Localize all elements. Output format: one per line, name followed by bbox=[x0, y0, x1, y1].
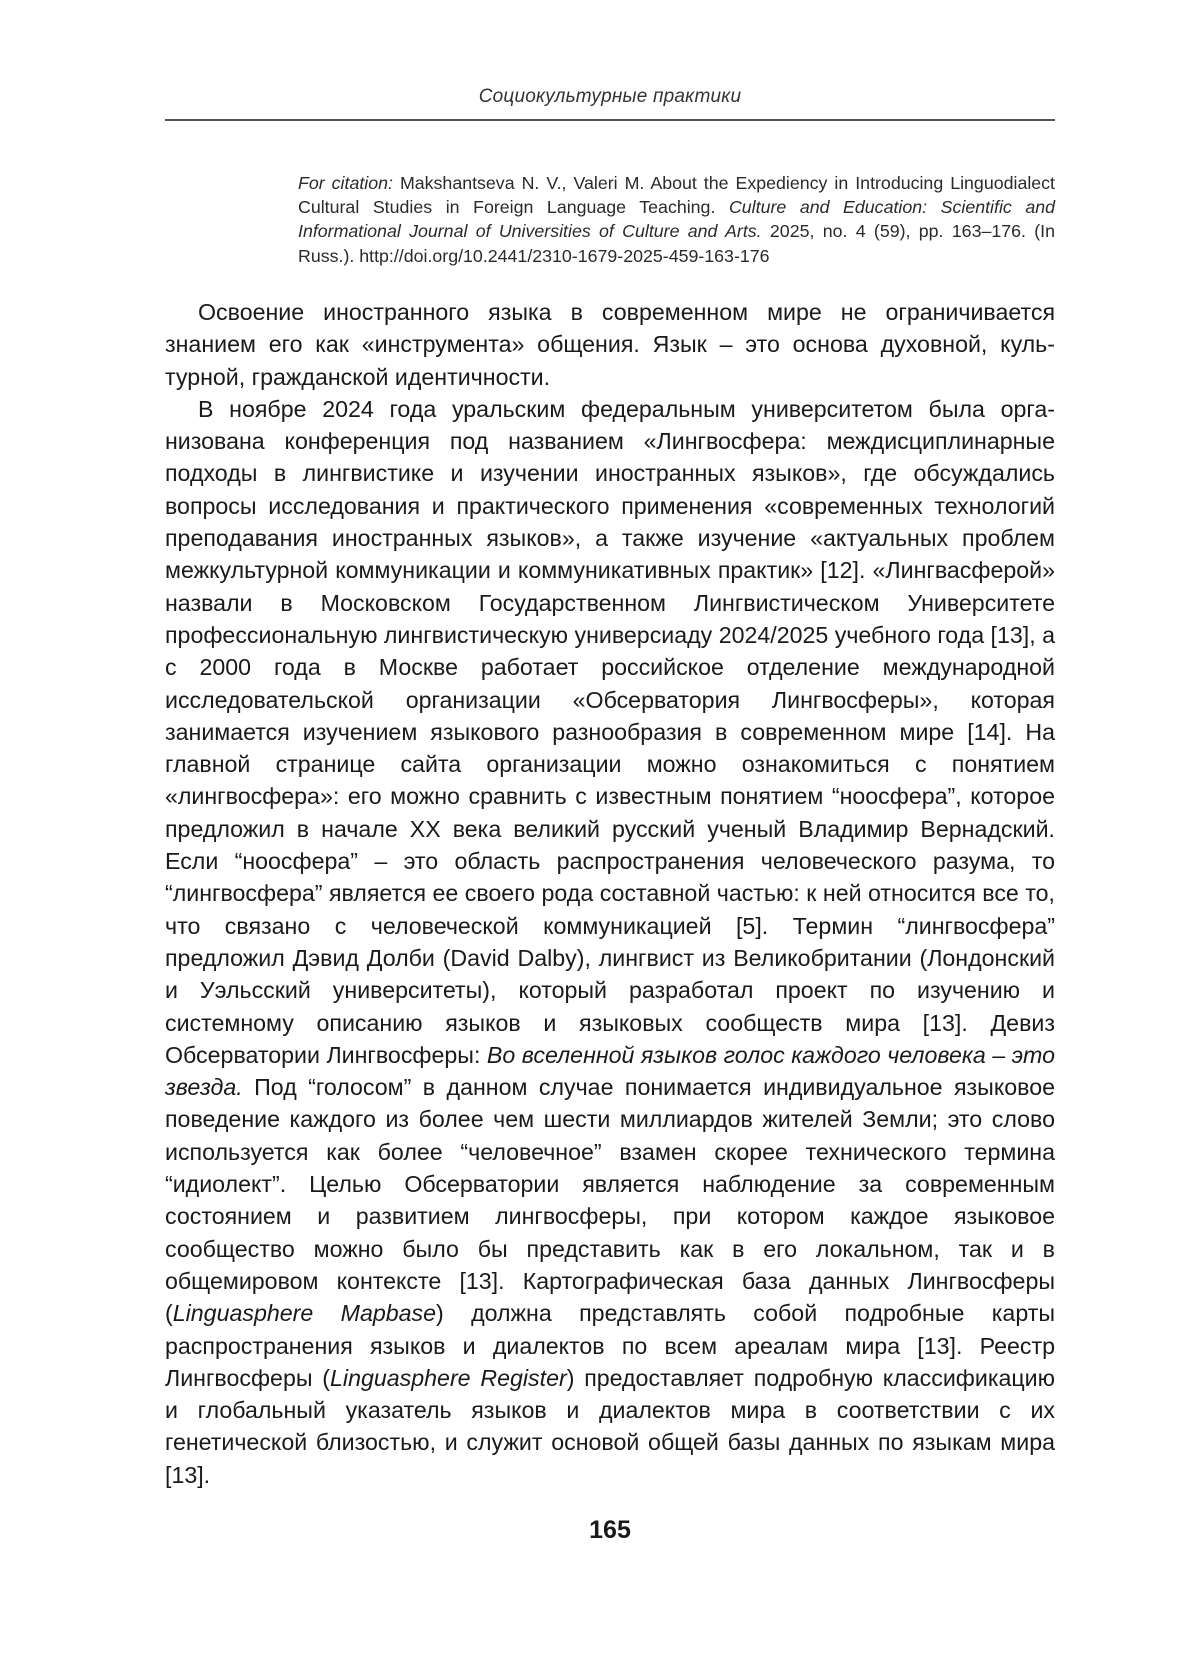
paragraph-2-part-c: ) должна представлять собой подробные карты распространения языков и диалектов по всем ареалам мира [13]. Реестр Лингвосферы ( bbox=[165, 1300, 1055, 1391]
paragraph-2 bbox=[165, 393, 1055, 1491]
paragraph-2-part-a: В ноябре 2024 года уральским федеральным университетом была организована конференция под названием «Лингвосфера: междисциплинарные подходы в лингвистике и изучении иностранных языков», где обсуждались вопросы исследования и практического применения «современных технологий преподавания иностранных языков», а также изучение «актуальных проблем межкультурной коммуникации и коммуникативных практик» [12]. «Лингвасферой» назвали в Московском Государственном Лингвистическом Университете профессиональную лингвистическую универсиаду 2024/2025 учебного года [13], а с 2000 года в Москве работает российское отделение международной исследовательской организации «Обсерватория Лингвосферы», которая занимается изучением языкового разнообразия в современном мире [14]. На главной странице сайта организации можно ознакомиться с понятием «лингвосфера»: его можно сравнить с известным понятием “ноосфера”, которое предложил в начале XX века великий русский ученый Владимир Вернадский. Если “ноосфера” – это область распространения человеческого разума, то “лингвосфера” является ее своего рода составной частью: к ней относится все то, что связано с человеческой коммуникацией [5]. Термин “лингвосфера” предложил Дэвид Долби (David Dalby), лингвист из Великобритании (Лондонский и Уэльсский университеты), который разработал проект по изучению и системному описанию языков и языковых сообществ мира [13]. Девиз Обсерватории Лингвосферы: bbox=[165, 395, 1055, 1068]
running-header-title: Социокультурные практики bbox=[478, 86, 742, 107]
paragraph-2-part-b: Под “голосом” в данном случае понимается индивидуальное языковое поведение каждого из более чем шести миллиардов жителей Земли; это слово используется как более “человечное” взамен скорее технического термина “идиолект”. Целью Обсерватории является наблюдение за современным состоянием и развитием лингвосферы, при котором каждое языковое сообщество можно было бы представить как в его локальном, так и в общемировом контексте [13]. Картографическая база данных Лингвосферы ( bbox=[165, 1074, 1055, 1327]
paragraph-1: Освоение иностранного языка в современном мире не ограничивается знанием его как «инструмента» общения. Язык – это основа духовной, культурной, гражданской идентичности. bbox=[165, 299, 1055, 390]
term-mapbase: Linguasphere Mapbase bbox=[172, 1300, 437, 1327]
citation-block bbox=[298, 171, 1055, 268]
term-register: Linguasphere Register bbox=[330, 1364, 567, 1391]
citation-journal: Culture and Education: Scientific and Informational Journal of Universities of Culture and Arts. bbox=[298, 197, 1056, 242]
observatory-motto: Во вселенной языков голос каждого человека – это звезда. bbox=[165, 1041, 1055, 1101]
paragraph-2-part-d: ) предоставляет подробную классификацию и глобальный указатель языков и диалектов мира в соответствии с их генетической близостью, и служит основой общей базы данных по языкам мира [13]. bbox=[165, 1364, 1055, 1488]
page-number: 165 bbox=[589, 1516, 631, 1544]
citation-authors-title: Makshantseva N. V., Valeri M. About the Expediency in Introducing Linguodialect Cultural Studies in Foreign Language Teaching. bbox=[298, 173, 1055, 218]
article-body bbox=[165, 296, 1055, 1491]
citation-label: For citation: bbox=[298, 173, 393, 193]
citation-details: 2025, no. 4 (59), pp. 163–176. (In Russ.). http://doi.org/10.2441/2310-1679-2025-459-163-176 bbox=[298, 221, 1055, 266]
header-divider bbox=[165, 119, 1055, 121]
